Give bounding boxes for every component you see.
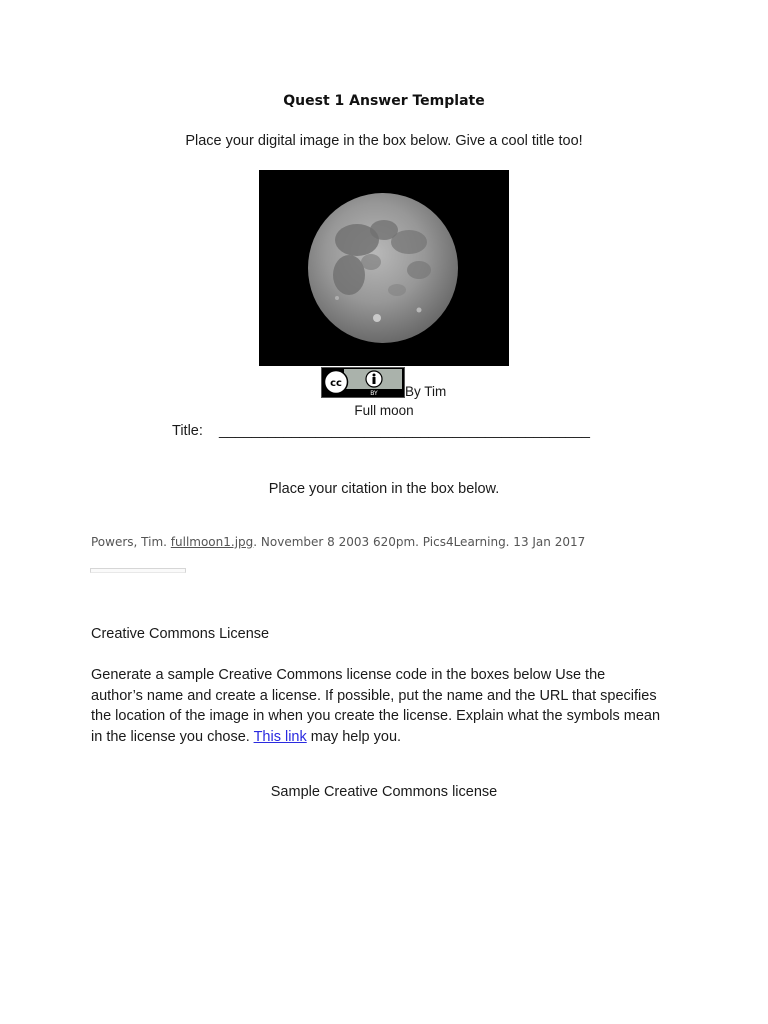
paragraph-after-link: may help you.	[306, 728, 402, 745]
title-label: Title:	[172, 423, 203, 439]
this-link[interactable]: This link	[253, 728, 307, 745]
title-blank[interactable]: ______________________________________________	[219, 423, 590, 439]
paragraph-text: Generate a sample Creative Commons license code in the boxes below Use the author’s name and create a license. If possible, put the name and the URL that specifies the location of the image in when you create the license. Explain what the symbols mean in the license you chose.	[91, 667, 661, 745]
citation-prefix: Powers, Tim.	[91, 535, 171, 549]
full-moon-photo[interactable]	[259, 170, 509, 366]
cc-license-heading: Creative Commons License	[91, 626, 270, 642]
document-title: Quest 1 Answer Template	[283, 93, 485, 109]
title-field[interactable]	[172, 423, 590, 439]
citation-instruction: Place your citation in the box below.	[268, 481, 500, 497]
citation-suffix: . November 8 2003 620pm. Pics4Learning. 13 Jan 2017	[253, 535, 586, 549]
citation-box[interactable]	[90, 568, 186, 573]
citation-text	[91, 535, 585, 549]
citation-file-link[interactable]: fullmoon1.jpg	[170, 535, 254, 549]
cc-by-icon	[322, 368, 404, 397]
moon-image	[259, 170, 509, 366]
creative-commons-badge[interactable]	[321, 367, 405, 398]
svg-text:BY: BY	[370, 390, 378, 397]
instructions-paragraph	[91, 665, 661, 747]
image-byline: By Tim	[405, 384, 447, 399]
sample-license-heading: Sample Creative Commons license	[270, 784, 498, 800]
image-caption: Full moon	[354, 403, 414, 418]
image-instruction: Place your digital image in the box below. Give a cool title too!	[185, 133, 583, 149]
svg-text:cc: cc	[330, 378, 342, 389]
